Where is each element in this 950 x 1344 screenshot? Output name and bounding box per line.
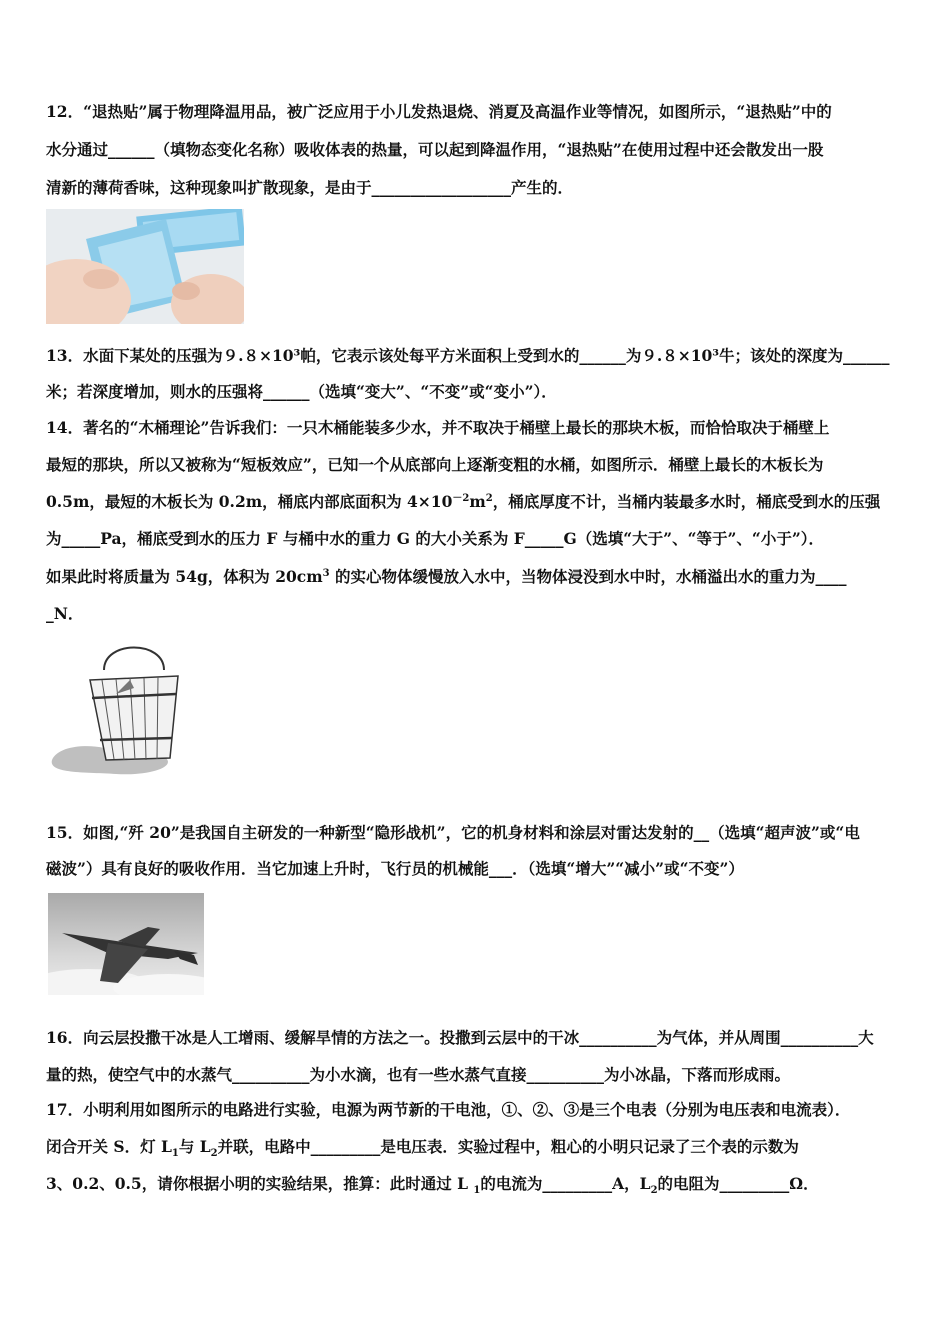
q14-line-3-b: m <box>469 492 486 511</box>
q14-line-5-b: 的实心物体缓慢放入水中，当物体浸没到水中时，水桶溢出水的重力为____ <box>329 567 847 586</box>
fever-patch-photo <box>46 209 244 324</box>
j20-fighter-photo <box>48 893 204 995</box>
q17-line-3-b: 的电流为_________A，L <box>480 1174 651 1193</box>
q13-line-2: 米；若深度增加，则水的压强将______（选填“变大”、“不变”或“变小”）． <box>46 382 557 401</box>
q14-line-3 <box>46 491 912 513</box>
q14-line-5-a: 如果此时将质量为 54g，体积为 20cm <box>46 567 323 586</box>
q17-line-3-c: 的电阻为_________Ω． <box>657 1174 819 1193</box>
q15-line-1: 15．如图,“歼 20”是我国自主研发的一种新型“隐形战机”，它的机身材料和涂层对雷达发射的__（选填“超声波”或“电 <box>46 823 860 842</box>
q14-line-6: _N． <box>46 604 84 623</box>
q17-line-2-a: 闭合开关 S．灯 L <box>46 1137 172 1156</box>
q16-line-2: 量的热，使空气中的水蒸气__________为小水滴，也有一些水蒸气直接__________为小冰晶，下落而形成雨。 <box>46 1065 791 1084</box>
q14-line-3-c: ，桶底厚度不计，当桶内装最多水时，桶底受到水的压强 <box>492 492 881 511</box>
q17-line-2-b: 与 L <box>178 1137 211 1156</box>
q17-line-2 <box>46 1136 912 1158</box>
q17-line-3-a: 3、0.2、0.5，请你根据小明的实验结果，推算：此时通过 L <box>46 1174 474 1193</box>
q14-line-5 <box>46 566 912 588</box>
q14-line-3-a: 0.5m，最短的木板长为 0.2m，桶底内部底面积为 4×10 <box>46 492 453 511</box>
q14-line-5-exp: 3 <box>322 567 330 579</box>
q14-line-1: 14．著名的“木桶理论”告诉我们：一只木桶能装多少水，并不取决于桶壁上最长的那块木板，而恰恰取决于桶壁上 <box>46 418 830 437</box>
q14-line-3-exp2: 2 <box>485 492 493 504</box>
q17-line-2-c: 并联，电路中_________是电压表．实验过程中，粗心的小明只记录了三个表的示数为 <box>217 1137 799 1156</box>
q17-line-2-sub2: 2 <box>210 1148 218 1160</box>
q12-line-2: 水分通过______（填物态变化名称）吸收体表的热量，可以起到降温作用，“退热贴”在使用过程中还会散发出一股 <box>46 140 824 159</box>
q14-line-2: 最短的那块，所以又被称为“短板效应”，已知一个从底部向上逐渐变粗的水桶，如图所示．桶壁上最长的木板长为 <box>46 455 824 474</box>
q12-line-1: 12．“退热贴”属于物理降温用品，被广泛应用于小儿发热退烧、消夏及高温作业等情况，如图所示，“退热贴”中的 <box>46 102 832 121</box>
q15-line-2: 磁波”）具有良好的吸收作用．当它加速上升时，飞行员的机械能___．（选填“增大”“减小”或“不变”） <box>46 859 744 878</box>
q17-line-3-sub1: 1 <box>473 1185 481 1197</box>
q14-line-4: 为_____Pa，桶底受到水的压力 F 与桶中水的重力 G 的大小关系为 F_____G（选填“大于”、“等于”、“小于”）． <box>46 529 824 548</box>
q17-line-1: 17．小明利用如图所示的电路进行实验，电源为两节新的干电池，①、②、③是三个电表（分别为电压表和电流表）． <box>46 1100 851 1119</box>
q13-line-1: 13．水面下某处的压强为９.８×10³帕，它表示该处每平方米面积上受到水的______为９.８×10³牛；该处的深度为______ <box>46 346 890 365</box>
q17-line-3 <box>46 1173 912 1195</box>
q14-line-3-exp: －2 <box>452 492 470 504</box>
q17-line-2-sub1: 1 <box>171 1148 179 1160</box>
bucket-illustration <box>46 640 186 780</box>
q12-line-3: 清新的薄荷香味，这种现象叫扩散现象，是由于__________________产生的． <box>46 178 574 197</box>
q16-line-1: 16．向云层投撒干冰是人工增雨、缓解旱情的方法之一。投撒到云层中的干冰__________为气体，并从周围__________大 <box>46 1028 874 1047</box>
q17-line-3-sub2: 2 <box>650 1185 658 1197</box>
